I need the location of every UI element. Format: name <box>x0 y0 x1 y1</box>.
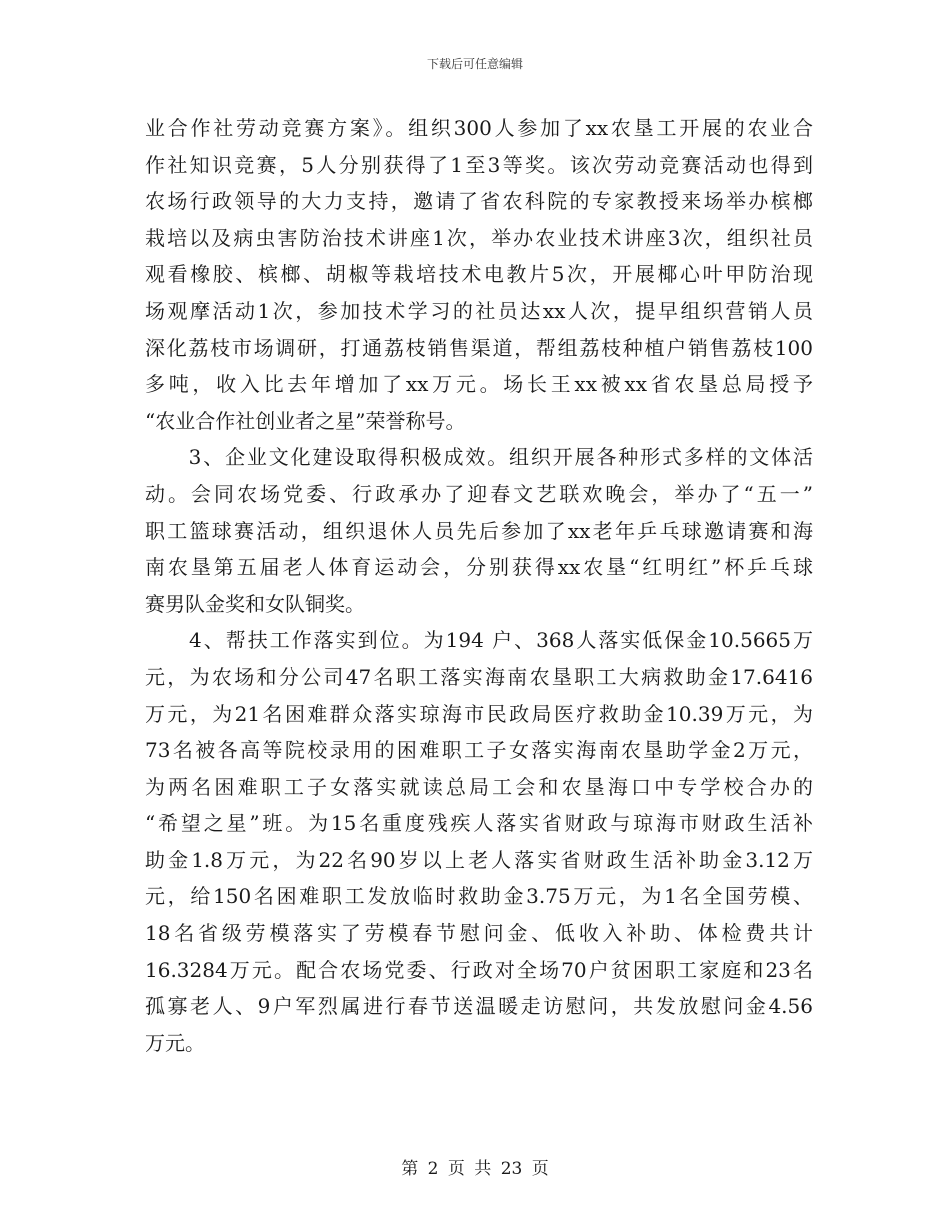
body-line: 助金1.8万元，为22名90岁以上老人落实省财政生活补助金3.12万 <box>145 847 813 872</box>
body-line: “希望之星”班。为15名重度残疾人落实省财政与琼海市财政生活补 <box>145 811 813 836</box>
body-line: 业合作社劳动竞赛方案》。组织300人参加了xx农垦工开展的农业合 <box>145 116 813 140</box>
body-line: 元，为农场和分公司47名职工落实海南农垦职工大病救助金17.6416 <box>145 664 813 689</box>
body-line: 4、帮扶工作落实到位。为194 户、368人落实低保金10.5665万 <box>145 628 813 653</box>
body-line: 18名省级劳模落实了劳模春节慰问金、低收入补助、体检费共计 <box>145 921 813 946</box>
body-line: 多吨，收入比去年增加了xx万元。场长王xx被xx省农垦总局授予 <box>145 372 813 397</box>
document-body <box>145 110 813 1061</box>
body-line: 3、企业文化建设取得积极成效。组织开展各种形式多样的文体活 <box>145 445 813 470</box>
body-line: 元，给150名困难职工发放临时救助金3.75万元，为1名全国劳模、 <box>145 884 813 909</box>
body-line: 孤寡老人、9户军烈属进行春节送温暖走访慰问，共发放慰问金4.56 <box>145 994 813 1019</box>
body-line: 作社知识竞赛，5人分别获得了1至3等奖。该次劳动竞赛活动也得到 <box>145 152 813 177</box>
body-line: 万元。 <box>145 1030 205 1055</box>
body-line: “农业合作社创业者之星”荣誉称号。 <box>145 408 466 433</box>
page-header: 下载后可任意编辑 <box>426 57 523 71</box>
page-number: 第 2 页 共 23 页 <box>401 1159 549 1179</box>
body-line: 深化荔枝市场调研，打通荔枝销售渠道，帮组荔枝种植户销售荔枝100 <box>145 335 813 360</box>
body-line: 场观摩活动1次，参加技术学习的社员达xx人次，提早组织营销人员 <box>145 298 813 323</box>
body-line: 动。会同农场党委、行政承办了迎春文艺联欢晚会，举办了“五一” <box>145 481 813 506</box>
body-line: 73名被各高等院校录用的困难职工子女落实海南农垦助学金2万元， <box>145 738 813 763</box>
body-line: 观看橡胶、槟榔、胡椒等栽培技术电教片5次，开展椰心叶甲防治现 <box>145 262 813 287</box>
body-line: 万元，为21名困难群众落实琼海市民政局医疗救助金10.39万元，为 <box>145 701 813 726</box>
body-line: 职工篮球赛活动，组织退休人员先后参加了xx老年乒乓球邀请赛和海 <box>145 518 813 543</box>
body-line: 16.3284万元。配合农场党委、行政对全场70户贫困职工家庭和23名 <box>145 957 813 982</box>
body-line: 为两名困难职工子女落实就读总局工会和农垦海口中专学校合办的 <box>145 774 813 799</box>
body-line: 南农垦第五届老人体育运动会，分别获得xx农垦“红明红”杯乒乓球 <box>145 555 813 580</box>
body-line: 栽培以及病虫害防治技术讲座1次，举办农业技术讲座3次，组织社员 <box>145 225 813 250</box>
body-line: 农场行政领导的大力支持，邀请了省农科院的专家教授来场举办槟榔 <box>145 189 813 214</box>
body-line: 赛男队金奖和女队铜奖。 <box>145 591 365 616</box>
